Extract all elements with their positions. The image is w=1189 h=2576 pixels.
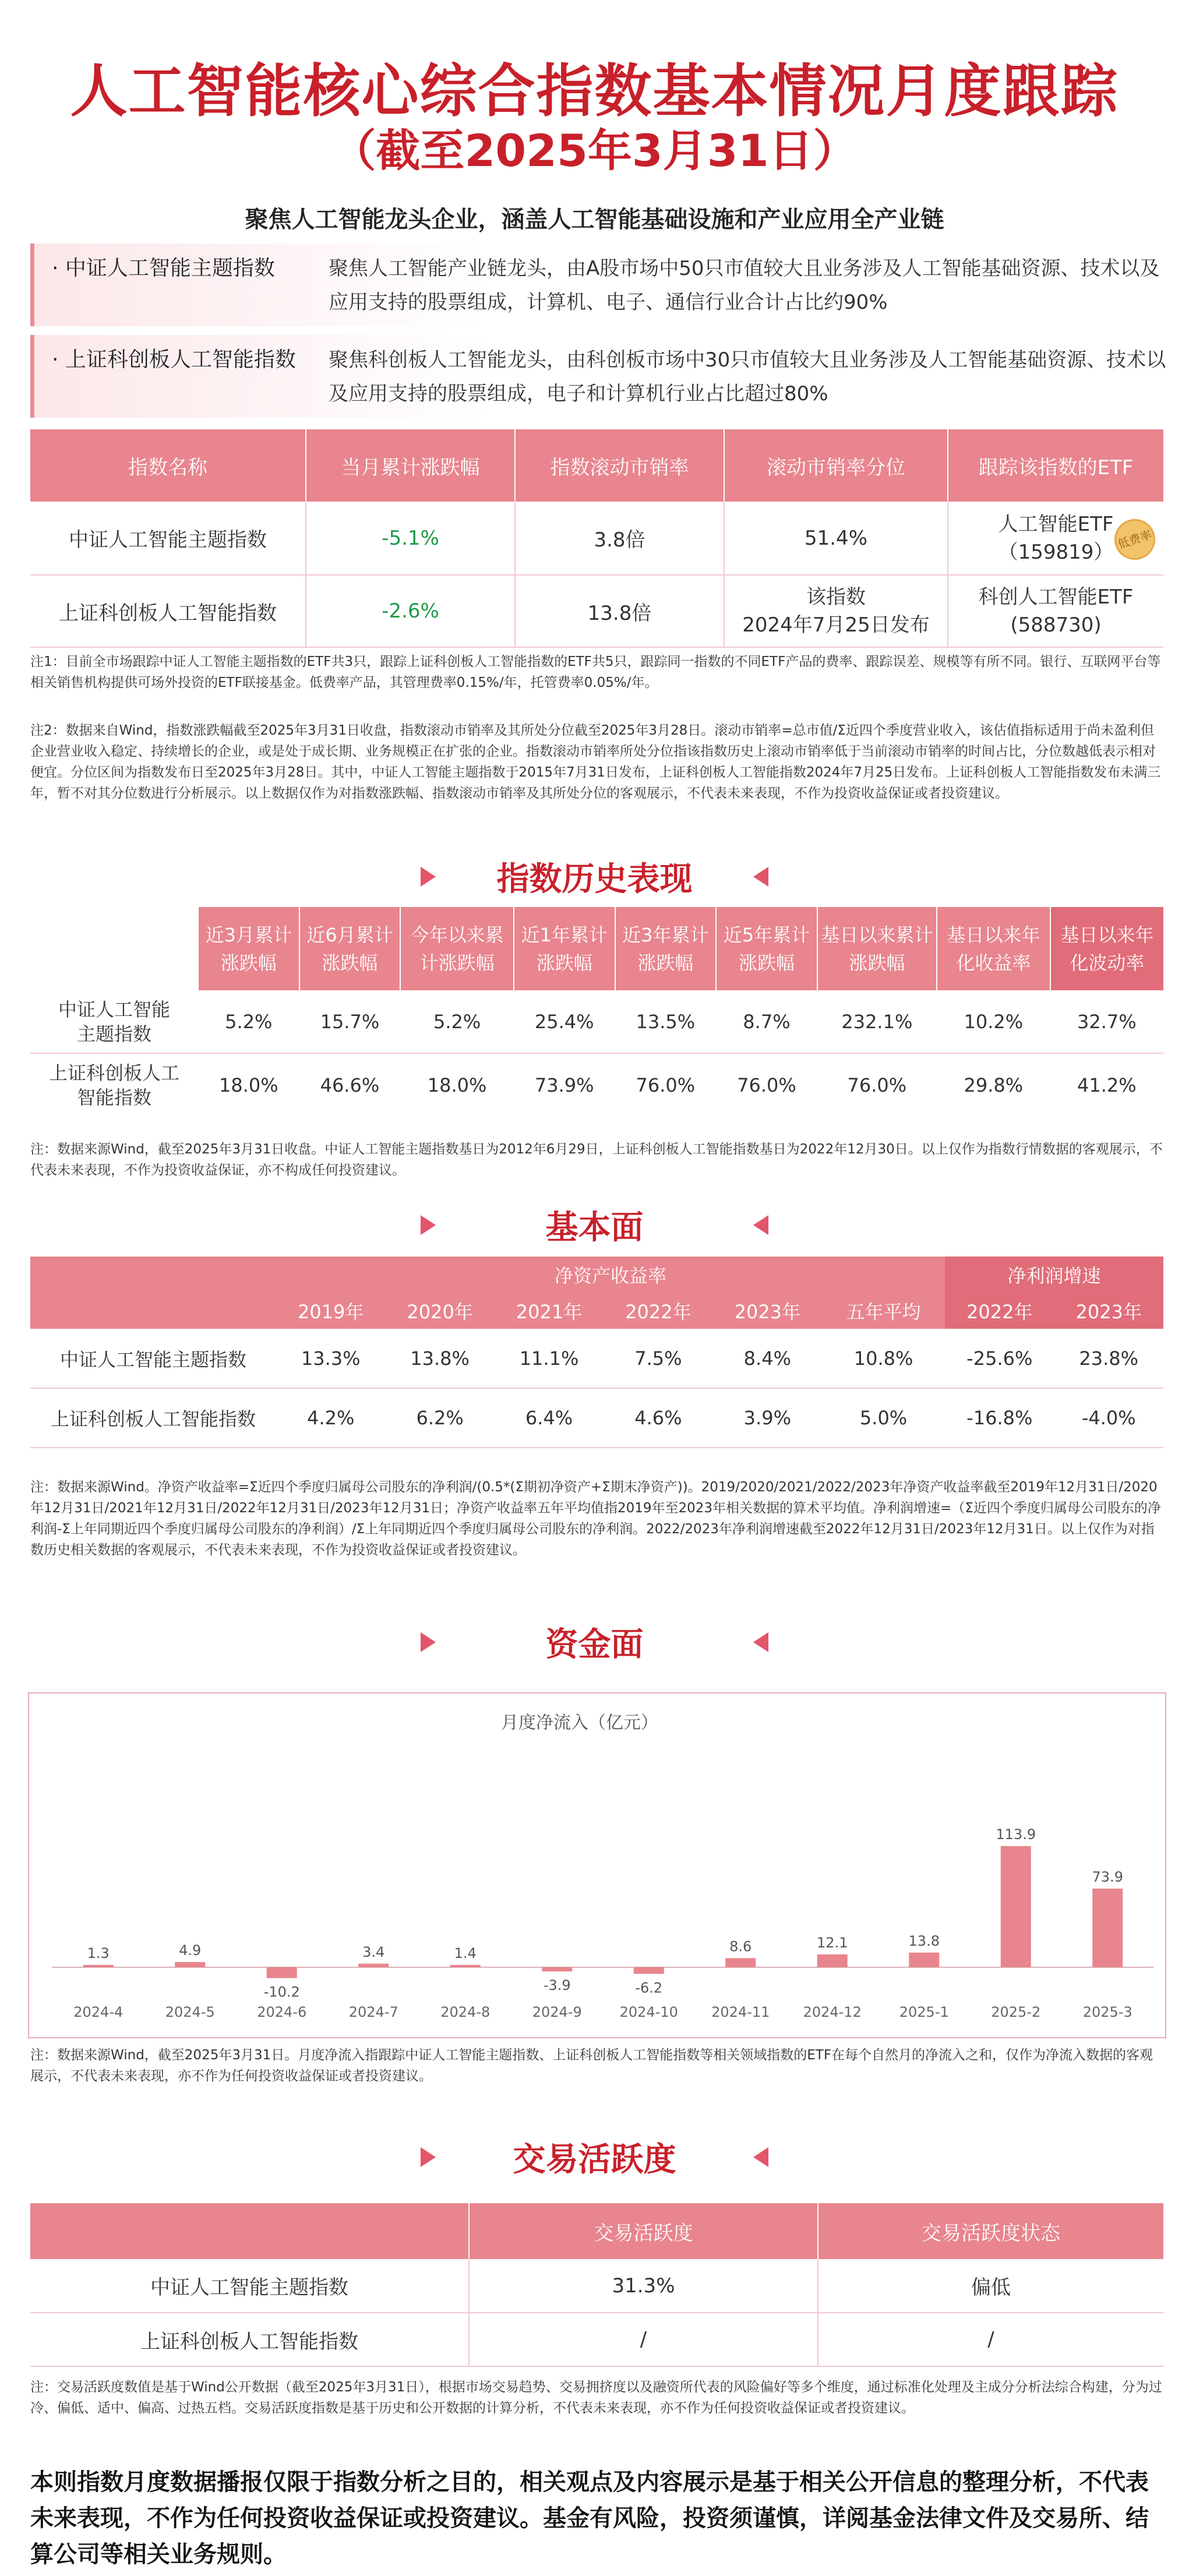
- data-label: 73.9: [1092, 1869, 1123, 1886]
- value-cell: 13.8%: [385, 1329, 494, 1388]
- col-header: 当月累计涨跌幅: [306, 429, 515, 502]
- table-row: [30, 2259, 1163, 2313]
- table-row: [30, 1053, 1163, 1116]
- ps-percentile: 51.4%: [724, 502, 948, 575]
- col-header-empty: [30, 1257, 276, 1329]
- col-header: 交易活跃度状态: [818, 2203, 1163, 2259]
- index-name: 中证人工智能 主题指数: [30, 990, 198, 1053]
- overview-note-1: 注1：目前全市场跟踪中证人工智能主题指数的ETF共3只，跟踪上证科创板人工智能指数的ETF共5只，跟踪同一指数的不同ETF产品的费率、跟踪误差、规模等有所不同。银行、互联网平台等相关销售机构提供可场外投资的ETF联接基金。低费率产品，其管理费率0.15%/年，托管费率0.05%/年。: [30, 654, 1161, 690]
- table-row: [30, 1329, 1163, 1388]
- index-name: 上证科创板人工 智能指数: [48, 1061, 179, 1109]
- etf-cell: [948, 575, 1163, 647]
- col-header: 2023年: [1054, 1293, 1163, 1329]
- col-header: 指数滚动市销率: [515, 429, 724, 502]
- monthly-change: -5.1%: [306, 502, 515, 575]
- x-tick-label: 2025-3: [1082, 2004, 1132, 2020]
- value-cell: 76.0%: [847, 1074, 907, 1096]
- index-name: 中证人工智能主题指数: [30, 502, 306, 575]
- activity-status: 偏低: [818, 2259, 1163, 2313]
- intro-name: · 上证科创板人工智能指数: [52, 348, 296, 372]
- index-name: 中证人工智能主题指数: [30, 2259, 469, 2313]
- ps-percentile: 该指数 2024年7月25日发布: [724, 575, 948, 647]
- activity-status: /: [818, 2313, 1163, 2366]
- bar-2025-2: [1001, 1846, 1031, 1967]
- col-header: 2020年: [385, 1293, 494, 1329]
- history-table: [30, 907, 1163, 1116]
- x-tick-label: 2024-6: [257, 2004, 307, 2020]
- value-cell: 76.0%: [636, 1074, 696, 1096]
- activity-table: [30, 2203, 1163, 2367]
- fundamental-table: [30, 1257, 1163, 1448]
- index-name: 中证人工智能主题指数: [30, 1329, 276, 1388]
- overview-table: [30, 429, 1163, 648]
- bar-2025-1: [909, 1953, 939, 1967]
- value-cell: 23.8%: [1054, 1329, 1163, 1388]
- value-cell: 13.5%: [615, 990, 717, 1053]
- table-row: [30, 990, 1163, 1053]
- section-title-fundamental: 基本面: [545, 1209, 644, 1247]
- value-cell: 5.0%: [822, 1388, 945, 1448]
- etf-cell: [948, 502, 1163, 575]
- col-header: 基日以来年化波动率: [1050, 907, 1163, 990]
- ps-ratio: 13.8倍: [515, 575, 724, 647]
- section-title-fund: 资金面: [545, 1626, 644, 1664]
- fundamental-note: 注：数据来源Wind。净资产收益率=Σ近四个季度归属母公司股东的净利润/(0.5*(Σ期初净资产+Σ期末净资产))。2019/2020/2021/2022/2023年净资产收益率截至2019年12月31日/2020年12月31日/2021年12月31日/2022年12月31日/2023年12月31日；净资产收益率五年平均值指2019年至2023年相关数据的算术平均值。净利润增速=（Σ近四个季度归属母公司股东的净利润-Σ上年同期近四个季度归属母公司股东的净利润）/Σ上年同期近四个季度归属母公司股东的净利润。2022/2023年净利润增速截至2022年12月31日/2023年12月31日。以上仅作为对指数历史相关数据的客观展示，不代表未来表现，不作为投资收益保证或者投资建议。: [30, 1480, 1161, 1558]
- overview-note-2: 注2：数据来自Wind，指数涨跌幅截至2025年3月31日收盘，指数滚动市销率及其所处分位截至2025年3月28日。滚动市销率=总市值/Σ近四个季度营业收入，该估值指标适用于尚未盈利但企业营业收入稳定、持续增长的企业，或是处于成长期、业务规模正在扩张的企业。指数滚动市销率所处分位指该指数历史上滚动市销率低于当前滚动市销率的时间占比，分位数越低表示相对便宜。分位区间为指数发布日至2025年3月28日。其中，中证人工智能主题指数于2015年7月31日发布，上证科创板人工智能指数2024年7月25日发布。上证科创板人工智能指数发布未满三年，暂不对其分位数进行分析展示。以上数据仅作为对指数涨跌幅、指数滚动市销率及其所处分位的客观展示，不代表未来表现，不作为投资收益保证或者投资建议。: [30, 723, 1161, 801]
- value-cell: 6.4%: [495, 1388, 604, 1448]
- value-cell: 10.8%: [822, 1329, 945, 1388]
- decor-arrow-left-icon: [753, 1632, 768, 1652]
- value-cell: 41.2%: [1077, 1074, 1137, 1096]
- x-tick-label: 2024-10: [619, 2004, 678, 2020]
- col-header: 近1年累计涨跌幅: [514, 907, 615, 990]
- x-tick-label: 2024-9: [532, 2004, 582, 2020]
- value-cell: 7.5%: [604, 1329, 712, 1388]
- value-cell: 46.6%: [320, 1074, 380, 1096]
- monthly-change: -2.6%: [306, 575, 515, 647]
- bar-2024-8: [450, 1965, 481, 1967]
- x-tick-label: 2025-2: [991, 2004, 1041, 2020]
- value-cell: 4.2%: [276, 1388, 385, 1448]
- intro-item-star-ai: [30, 335, 1167, 418]
- table-row: [30, 575, 1163, 647]
- data-label: 13.8: [908, 1932, 940, 1949]
- fund-note: 注：数据来源Wind，截至2025年3月31日。月度净流入指跟踪中证人工智能主题指数、上证科创板人工智能指数等相关领域指数的ETF在每个自然月的净流入之和，仅作为净流入数据的客观展示，不代表未来表现，亦不作为任何投资收益保证或者投资建议。: [30, 2048, 1153, 2084]
- data-label: -10.2: [263, 1984, 300, 2000]
- value-cell: -16.8%: [945, 1388, 1054, 1448]
- value-cell: 232.1%: [817, 990, 937, 1053]
- section-title-history: 指数历史表现: [496, 860, 693, 898]
- x-tick-label: 2024-8: [440, 2004, 491, 2020]
- value-cell: 4.6%: [604, 1388, 712, 1448]
- index-name: 上证科创板人工智能指数: [30, 1388, 276, 1448]
- value-cell: 5.2%: [400, 990, 514, 1053]
- page-subtitle: （截至2025年3月31日）: [331, 125, 858, 177]
- bar-2024-5: [175, 1962, 205, 1967]
- bar-2024-12: [817, 1954, 848, 1967]
- focus-statement: 聚焦人工智能龙头企业，涵盖人工智能基础设施和产业应用全产业链: [245, 206, 944, 233]
- x-tick-label: 2024-12: [803, 2004, 862, 2020]
- value-cell: 3.9%: [713, 1388, 822, 1448]
- intro-name: · 中证人工智能主题指数: [52, 256, 275, 280]
- fund-flow-chart: [28, 1692, 1166, 2038]
- value-cell: 6.2%: [385, 1388, 494, 1448]
- ps-ratio: 3.8倍: [515, 502, 724, 575]
- table-row: [30, 502, 1163, 575]
- x-tick-label: 2024-11: [711, 2004, 770, 2020]
- etf-code: （159819）: [998, 540, 1114, 564]
- x-tick-label: 2024-5: [165, 2004, 215, 2020]
- value-cell: 15.7%: [299, 990, 401, 1053]
- bar-2025-3: [1092, 1889, 1123, 1967]
- bar-2024-11: [725, 1958, 756, 1967]
- bar-2024-7: [358, 1964, 389, 1967]
- low-fee-badge: 低费率: [1109, 514, 1160, 565]
- bar-2024-10: [634, 1967, 664, 1974]
- activity-value: 31.3%: [469, 2259, 818, 2313]
- col-header: 近5年累计涨跌幅: [716, 907, 817, 990]
- col-header: 基日以来累计涨跌幅: [817, 907, 937, 990]
- col-header: 近3月累计涨跌幅: [198, 907, 299, 990]
- chart-title: 月度净流入（亿元）: [501, 1713, 658, 1733]
- col-header: 近6月累计涨跌幅: [299, 907, 401, 990]
- etf-name: 科创人工智能ETF: [978, 585, 1134, 609]
- value-cell: 8.4%: [713, 1329, 822, 1388]
- index-name: 上证科创板人工智能指数: [30, 575, 306, 647]
- data-label: 1.4: [454, 1945, 477, 1961]
- value-cell: 32.7%: [1050, 990, 1163, 1053]
- data-label: 4.9: [179, 1942, 202, 1959]
- table-row: [30, 2313, 1163, 2366]
- table-row: [30, 1388, 1163, 1448]
- col-header: 2021年: [495, 1293, 604, 1329]
- col-header: 2022年: [945, 1293, 1054, 1329]
- x-tick-label: 2024-4: [73, 2004, 124, 2020]
- chart-svg: [29, 1693, 1165, 2037]
- value-cell: 18.0%: [218, 1074, 278, 1096]
- bar-2024-9: [542, 1967, 572, 1971]
- group-header-roe: 净资产收益率: [276, 1257, 945, 1293]
- data-label: 113.9: [996, 1826, 1036, 1843]
- value-cell: 13.3%: [276, 1329, 385, 1388]
- decor-arrow-left-icon: [753, 1215, 768, 1235]
- value-cell: -25.6%: [945, 1329, 1054, 1388]
- data-label: -6.2: [635, 1979, 663, 1996]
- data-label: 8.6: [729, 1938, 752, 1955]
- page-title: 人工智能核心综合指数基本情况月度跟踪: [70, 58, 1119, 125]
- value-cell: 11.1%: [495, 1329, 604, 1388]
- decor-arrow-left-icon: [753, 2147, 768, 2167]
- col-header: 跟踪该指数的ETF: [948, 429, 1163, 502]
- value-cell: 73.9%: [534, 1074, 594, 1096]
- bar-2024-4: [83, 1965, 114, 1967]
- col-header: 2023年: [713, 1293, 822, 1329]
- intro-item-csi-ai: [30, 244, 1167, 326]
- data-label: 3.4: [362, 1943, 385, 1960]
- data-label: 12.1: [817, 1934, 848, 1951]
- col-header: 2022年: [604, 1293, 712, 1329]
- col-header: 交易活跃度: [469, 2203, 818, 2259]
- index-name: 上证科创板人工智能指数: [30, 2313, 469, 2366]
- etf-name: 人工智能ETF: [998, 512, 1114, 536]
- value-cell: 29.8%: [964, 1074, 1024, 1096]
- decor-arrow-left-icon: [753, 867, 768, 887]
- activity-value: /: [469, 2313, 818, 2366]
- intro-desc: 聚焦科创板人工智能龙头，由科创板市场中30只市值较大且业务涉及人工智能基础资源、技术以及应用支持的股票组成，电子和计算机行业占比超过80%: [329, 348, 1166, 405]
- col-header: 基日以来年化收益率: [937, 907, 1050, 990]
- col-header: 2019年: [276, 1293, 385, 1329]
- value-cell: 8.7%: [716, 990, 817, 1053]
- value-cell: 25.4%: [514, 990, 615, 1053]
- data-label: 1.3: [87, 1945, 110, 1961]
- col-header: 滚动市销率分位: [724, 429, 948, 502]
- etf-code: (588730): [1010, 613, 1102, 637]
- value-cell: 18.0%: [427, 1074, 487, 1096]
- value-cell: 76.0%: [737, 1074, 796, 1096]
- bar-2024-6: [267, 1967, 297, 1978]
- col-header: 五年平均: [822, 1293, 945, 1329]
- value-cell: 10.2%: [937, 990, 1050, 1053]
- data-label: -3.9: [543, 1977, 571, 1994]
- col-header-empty: [30, 2203, 469, 2259]
- col-header-empty: [30, 907, 198, 990]
- col-header: 近3年累计涨跌幅: [615, 907, 717, 990]
- x-tick-label: 2024-7: [348, 2004, 398, 2020]
- disclaimer: 本则指数月度数据播报仅限于指数分析之目的，相关观点及内容展示是基于相关公开信息的整理分析，不代表未来表现，不作为任何投资收益保证或投资建议。基金有风险，投资须谨慎，详阅基金法律文件及交易所、结算公司等相关业务规则。: [30, 2469, 1149, 2568]
- section-title-activity: 交易活跃度: [513, 2141, 676, 2179]
- group-header-np: 净利润增速: [945, 1257, 1163, 1293]
- history-note: 注：数据来源Wind，截至2025年3月31日收盘。中证人工智能主题指数基日为2012年6月29日，上证科创板人工智能指数基日为2022年12月30日。以上仅作为指数行情数据的客观展示，不代表未来表现，不作为投资收益保证，亦不构成任何投资建议。: [30, 1142, 1163, 1178]
- col-header: 指数名称: [30, 429, 306, 502]
- activity-note: 注：交易活跃度数值是基于Wind公开数据（截至2025年3月31日），根据市场交易趋势、交易拥挤度以及融资所代表的风险偏好等多个维度，通过标准化处理及主成分分析法综合构建，分为过冷、偏低、适中、偏高、过热五档。交易活跃度指数是基于历史和公开数据的计算分析，不代表未来表现，亦不作为任何投资收益保证或者投资建议。: [30, 2380, 1162, 2416]
- value-cell: 5.2%: [198, 990, 299, 1053]
- x-tick-label: 2025-1: [899, 2004, 949, 2020]
- value-cell: -4.0%: [1054, 1388, 1163, 1448]
- col-header: 今年以来累计涨跌幅: [400, 907, 514, 990]
- intro-desc: 聚焦人工智能产业链龙头，由A股市场中50只市值较大且业务涉及人工智能基础资源、技术以及应用支持的股票组成，计算机、电子、通信行业合计占比约90%: [329, 257, 1160, 314]
